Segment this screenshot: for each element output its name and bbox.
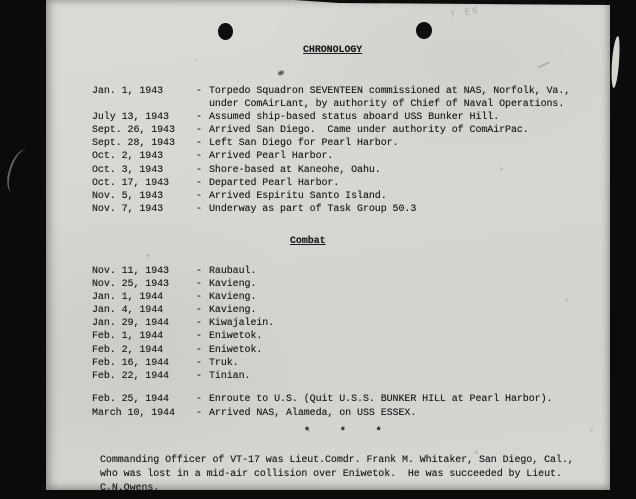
entry-date: Nov. 11, 1943	[92, 266, 169, 277]
entry-text: Kiwajalein.	[209, 318, 275, 330]
entry-date: Sept. 28, 1943	[92, 138, 175, 150]
entry-text: Kavieng.	[209, 305, 257, 317]
chronology-entry	[92, 85, 578, 111]
entry-dash: -	[196, 394, 202, 405]
entry-date: July 13, 1943	[92, 112, 169, 124]
entry-text: Tinian.	[209, 370, 251, 382]
entry-dash: -	[196, 331, 202, 343]
entry-text: Arrived Espiritu Santo Island.	[209, 190, 387, 202]
entry-dash: -	[196, 164, 202, 176]
asterisk-separator: * * *	[304, 427, 382, 438]
chronology-entry	[92, 111, 578, 124]
entry-text: Torpedo Squadron SEVENTEEN commissioned at NAS, Norfolk, Va., under ComAirLant, by authority of Chief of Naval Operations.	[209, 86, 577, 111]
combat-entry	[92, 278, 578, 291]
entry-text: Kavieng.	[209, 279, 257, 291]
entry-text: Truk.	[209, 357, 239, 369]
entry-dash: -	[196, 151, 202, 163]
entry-date: Nov. 5, 1943	[92, 190, 164, 202]
entry-dash: -	[196, 203, 202, 215]
entry-dash: -	[196, 266, 202, 277]
entry-date: March 10, 1944	[92, 408, 175, 419]
entry-text: Raubaul.	[209, 266, 257, 277]
entry-dash: -	[196, 370, 202, 382]
combat-entry	[92, 370, 578, 383]
entry-dash: -	[196, 292, 202, 304]
entry-text: Arrived NAS, Alameda, on USS ESSEX.	[209, 408, 417, 419]
entry-dash: -	[196, 86, 202, 97]
chronology-entry	[92, 137, 578, 150]
entry-dash: -	[196, 125, 202, 137]
chronology-entry	[92, 203, 578, 216]
entry-date: Feb. 25, 1944	[92, 394, 169, 405]
entry-date: Feb. 22, 1944	[92, 370, 169, 382]
entry-date: Oct. 3, 1943	[92, 164, 164, 176]
combat-list	[92, 265, 578, 383]
entry-text: Eniwetok.	[209, 331, 263, 343]
combat-entry	[92, 344, 578, 357]
return-entry	[92, 407, 578, 421]
entry-dash: -	[196, 318, 202, 330]
entry-date: Oct. 17, 1943	[92, 177, 169, 189]
hole-punch-right	[416, 22, 432, 39]
entry-dash: -	[196, 112, 202, 124]
chronology-entry	[92, 150, 578, 163]
entry-date: Sept. 26, 1943	[92, 125, 175, 137]
entry-dash: -	[196, 138, 202, 150]
entry-text: Arrived San Diego. Came under authority of ComAirPac.	[209, 125, 529, 137]
chronology-entry	[92, 124, 578, 137]
entry-text: Enroute to U.S. (Quit U.S.S. BUNKER HILL at Pearl Harbor).	[209, 394, 553, 405]
entry-text: Assumed ship-based status aboard USS Bunker Hill.	[209, 112, 500, 124]
scan-edge-glare	[610, 36, 621, 88]
entry-text: Eniwetok.	[209, 344, 263, 356]
entry-date: Feb. 16, 1944	[92, 357, 169, 369]
combat-entry	[92, 291, 578, 304]
page-title: CHRONOLOGY	[303, 45, 363, 56]
pencil-stroke	[538, 61, 550, 68]
entry-dash: -	[196, 408, 202, 419]
paper-specks	[46, 0, 47, 1]
entry-date: Jan. 1, 1943	[92, 86, 164, 97]
combat-entry	[92, 304, 578, 317]
entry-dash: -	[196, 177, 202, 189]
pencil-note: 7 ES	[449, 5, 481, 21]
combat-entry	[92, 265, 578, 278]
entry-date: Nov. 7, 1943	[92, 203, 164, 215]
entry-text: Shore-based at Kaneohe, Oahu.	[209, 164, 381, 176]
chronology-entry	[92, 164, 578, 177]
entry-dash: -	[196, 344, 202, 356]
entry-date: Jan. 4, 1944	[92, 305, 164, 317]
entry-text: Kavieng.	[209, 292, 257, 304]
combat-section-title: Combat	[290, 236, 326, 247]
entry-dash: -	[196, 190, 202, 202]
entry-dash: -	[196, 357, 202, 369]
entry-dash: -	[196, 279, 202, 291]
entry-date: Jan. 29, 1944	[92, 318, 169, 330]
hole-punch-left	[218, 23, 233, 40]
return-list	[92, 393, 578, 421]
commanding-officer-paragraph: Commanding Officer of VT-17 was Lieut.Comdr. Frank M. Whitaker, San Diego, Cal., who was lost in a mid-air collision over Eniwetok. He was succeeded by Lieut. C.N.Owens.	[100, 455, 580, 494]
entry-text: Departed Pearl Harbor.	[209, 177, 340, 189]
chronology-entry	[92, 190, 578, 203]
ink-smudge	[277, 70, 284, 76]
entry-text: Left San Diego for Pearl Harbor.	[209, 138, 399, 150]
paper-sheet	[46, 0, 610, 494]
entry-date: Nov. 25, 1943	[92, 279, 169, 291]
entry-date: Feb. 1, 1944	[92, 331, 164, 343]
entry-dash: -	[196, 305, 202, 317]
scan-border-scratch	[3, 146, 35, 196]
return-entry	[92, 393, 578, 407]
combat-entry	[92, 357, 578, 370]
entry-date: Feb. 2, 1944	[92, 344, 164, 356]
entry-date: Jan. 1, 1944	[92, 292, 164, 304]
combat-entry	[92, 317, 578, 330]
entry-text: Underway as part of Task Group 50.3	[209, 203, 417, 215]
combat-entry	[92, 330, 578, 343]
entry-text: Arrived Pearl Harbor.	[209, 151, 334, 163]
chronology-list	[92, 85, 578, 216]
entry-date: Oct. 2, 1943	[92, 151, 164, 163]
chronology-entry	[92, 177, 578, 190]
